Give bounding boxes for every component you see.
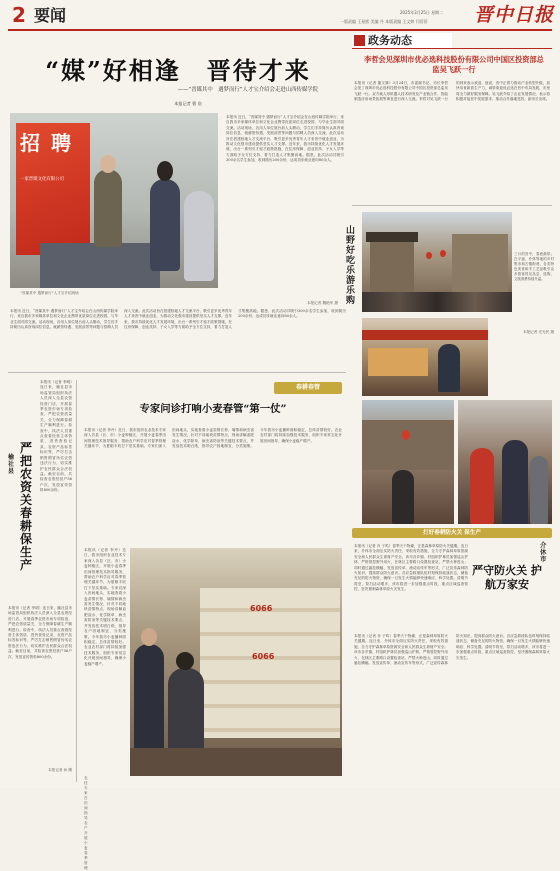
page-number: 2 <box>12 3 26 27</box>
wheat-body: 本报讯（记者 李丹）近日，我市组织农业技术专家深入各县（区、市）小麦种植区，开展小麦春季田间管理技术指导服务，帮助农户科学应对春季管理关键环节，为夏粮丰收打下坚实基础。专家们深入田间地头，实地查看小麦苗情长势、墒情和病虫害发生情况，针对不同地块苗情特点，现场讲解追肥浇水、化学除草、病虫害防治等关键技术要点，并发放技术明白纸，指导农户因地制宜、分类施策。今年我市小麦播种面积稳定，总体苗情较好。农业农村部门将持续加强技术服务，组织专家常态化开展田间指导，确保小麦稳产增产。 <box>84 428 342 449</box>
visitor-2 <box>502 440 528 524</box>
fire-title: 严守防火关 护航万家安 <box>472 564 542 591</box>
farmer-1-head <box>141 628 157 646</box>
banner-subtitle: 一家晋媒文化有限公司 <box>20 177 64 182</box>
politics-body: 本报讯（记者 董文姝）3月24日，市委副书记、市长李哲会见了深圳市优必选科技股份有限公司中国区投资部总监吴飞跃一行。双方就人形机器人技术研发及产业链合作、智能制造应用场景拓展等事宜进行深入交流。李哲对吴飞跃一行的到来表示欢迎，他说，晋中正着力推动产业转型升级，加快培育新质生产力，诚挚欢迎优必选在晋中布局发展，市里将全力做好服务保障。吴飞跃介绍了企业发展情况，表示将积极对接晋中发展需求，推动合作落地见效。副市长出席。 <box>354 81 550 102</box>
feature-photo-market <box>362 318 488 396</box>
person-recruiter <box>94 169 122 247</box>
street-person <box>392 470 414 524</box>
feature-title: 山野好吃 乐游乐购 <box>346 226 356 306</box>
left-body: 本报讯（记者 李明）连日来，榆社县市场监管局组织执法人员深入全县农资经营门店，开展春季农资市场专项检查，严把农资质量关，全力保障春耕生产顺利进行。检查中，执法人员重点查看经营主体资质、进货查验记录、农资产品标签标识等，严厉打击销售假冒伪劣农资违法行为，切实维护农民群众合法权益。截至目前，共检查农资经营户56户次，发放宣传资料800余份。 <box>40 380 72 493</box>
person-student <box>150 179 180 271</box>
person-student-head <box>157 161 173 181</box>
street-building <box>362 420 454 470</box>
lead-body-lower: 本报讯 近日，“晋媒其中 遇梦而行”人才宝介绍会在山西传媒学院举行，来自我市多家媒体单位和文化企业携带优质岗位走进校园，与毕业生面对面交流。活动现场，各用人单位展台前人头攒动，学生们手持简历认真咨询岗位信息，就薪资待遇、发展前景等问题与招聘人员深入交流。此次活动旨在搭建校地人才交流平台，吸引更多优秀青年人才来晋中就业创业，为推动文化强市建设提供坚实人才支撑。近年来，我市持续优化人才发展环境，出台一系列引才留才政策措施，在住房保障、创业扶持、子女入学等方面给予全方位支持，着力打造人才集聚高地。据悉，此次活动共吸引300余名学生参加，收到简历200余份，达成初步就业意向80余人。 <box>10 309 346 330</box>
fire-body-lower: 本报讯（记者 乔 子鸣）春季天干物燥，正是森林草原防火关键期。连日来，介休市全面压实防火责任，采取有效措施，全力守护森林草原资源安全和人民群众生命财产安全。该市各乡镇、村组织护林员加强巡山护林，严格管控野外用火，在林区主要路口设置检查站，严禁火种进山；同时通过悬挂横幅、发放宣传单、流动宣传车等形式，广泛宣传森林防火知识，提高群众防火意识。各应急救援队伍时刻保持临战状态，储备充足的防火物资，确保一旦发生火情能够快速响应、科学处置。清明节将至，祭扫活动增多，该市将进一步加强重点时段、重点区域巡查管控，坚决遏制森林草原火灾发生。 <box>354 634 550 666</box>
seed-bag-label-1: 6066 <box>250 604 273 613</box>
stall-awning <box>362 330 488 340</box>
feature-desc: 三月的晋中，春意渐浓。在平遥、介休等地的乡村集市和古镇街巷，各类特色美食和手工艺品吸引众多游客驻足品尝、选购，文旅消费持续升温。 <box>514 252 554 281</box>
left-column-story <box>8 380 72 780</box>
divider-lead <box>8 372 346 373</box>
vendor <box>438 344 460 392</box>
politics-label: 政务动态 <box>368 34 412 47</box>
feature-photo-visitors <box>458 400 552 524</box>
fire-label: 打好春耕防火关 保生产 <box>423 530 481 536</box>
date-line: 2025年3月25日 星期二 <box>400 10 444 15</box>
masthead <box>0 0 560 30</box>
fire-body: 本报讯（记者 乔 子鸣）春季天干物燥，正是森林草原防火关键期。连日来，介休市全面压实防火责任，采取有效措施，全力守护森林草原资源安全和人民群众生命财产安全。该市各乡镇、村组织护林员加强巡山护林，严格管控野外用火，在林区主要路口设置检查站，严禁火种进山；同时通过悬挂横幅、发放宣传单、流动宣传车等形式，广泛宣传森林防火知识，提高群众防火意识。各应急救援队伍时刻保持临战状态，储备充足的防火物资，确保一旦发生火情能够快速响应、科学处置。清明节将至，祭扫活动增多，该市将进一步加强重点时段、重点区域巡查管控，坚决遏制森林草原火灾发生。 <box>354 544 468 592</box>
lead-photo-credit: 本报记者 魏艳华 摄 <box>306 301 338 305</box>
person-recruiter-head <box>100 155 116 173</box>
crowd <box>362 292 512 312</box>
left-body-lower: 本报讯（记者 李明）连日来，榆社县市场监管局组织执法人员深入全县农资经营门店，开展春季农资市场专项检查，严把农资质量关，全力保障春耕生产顺利进行。检查中，执法人员重点查看经营主体资质、进货查验记录、农资产品标签标识等，严厉打击销售假冒伪劣农资违法行为，切实维护农民群众合法权益。截至目前，共检查农资经营户56户次，发放宣传资料800余份。 <box>8 606 72 659</box>
feature-credit: 本报记者 史光民 摄 <box>522 330 554 334</box>
floor <box>130 748 342 776</box>
lead-subtitle: ——“晋媒其中 遇梦而行”人才宝介绍会走进山西传媒学院 <box>177 87 318 93</box>
person-student-2 <box>184 191 214 281</box>
booth-table <box>40 243 160 288</box>
visitor-1 <box>470 448 494 524</box>
building-left <box>370 240 414 300</box>
banner-title: 招 聘 <box>20 131 73 155</box>
wheat-headline: 专家问诊打响小麦春管“第一仗” <box>139 403 287 415</box>
fire-county: 介休市 <box>540 541 547 563</box>
street-lantern <box>402 430 410 440</box>
expert-head <box>176 652 194 670</box>
left-title: 严把农资关 春耕保生产 <box>20 441 33 572</box>
left-byline: 本报记者 孙 腾 <box>48 768 72 772</box>
lantern-2 <box>440 250 446 257</box>
divider-politics <box>352 205 552 206</box>
lead-photo-caption: “晋媒其中 遇梦而行”人才宝介绍现场 <box>20 291 79 295</box>
section-name: 要闻 <box>34 6 67 25</box>
lantern-1 <box>426 252 432 259</box>
politics-icon <box>354 35 365 46</box>
feature-photo-street <box>362 400 454 524</box>
seed-bag-label-2: 6066 <box>252 652 275 661</box>
farmer-1 <box>134 644 164 754</box>
wheat-story: 专家问诊打响小麦春管“第一仗” 本报讯（记者 李丹）近日，我市组织农业技术专家深入各县（区、市）小麦种植区，开展小麦春季田间管理技术指导服务，帮助农户科学应对春季管理关键环节，为夏粮丰收打下坚实基础。专家们深入田间地头，实地查看小麦苗情长势、墒情和病虫害发生情况，针对不同地块苗情特点，现场讲解追肥浇水、化学除草、病虫害防治等关键技术要点，并发放技术明白纸，指导农户因地制宜、分类施策。今年我市小麦播种面积稳定，总体苗情较好。农业农村部门将持续加强技术服务，组织专家常态化开展田间指导，确保小麦稳产增产。 春耕春管 6066 6066 农技专家在田间指导农户开展小麦春季管理 本报讯（记者 李丹）近日，我市组织农业技术专家深入各县（区、市）小麦种植区，开展小麦春季田间管理技术指导服务，帮助农户科学应对春季管理关键环节，为夏粮丰收打下坚实基础。专家们深入田间地头，实地查看小麦苗情长势、墒情和病虫害发生情况，针对不同地块苗情特点，现场讲解追肥浇水、化学除草、病虫害防治等关键技术要点，并发放技术明白纸，指导农户因地制宜、分类施策。今年我市小麦播种面积稳定，总体苗情较好。农业农村部门将持续加强技术服务，组织专家常态化开展田间指导，确保小麦稳产增产。 <box>84 384 342 870</box>
fire-story <box>352 542 552 782</box>
lead-title: “媒”好相逢 晋待才来 <box>45 56 311 85</box>
wheat-photo <box>130 548 342 776</box>
editor-line: 一版责编 王星熙 美编 丹 本版责编 王文婷 闫蓓蓓 <box>340 19 428 24</box>
masthead-rule <box>8 29 552 31</box>
lead-body-right: 本报讯 近日，“晋媒其中 遇梦而行”人才宝介绍会在山西传媒学院举行，来自我市多家媒体单位和文化企业携带优质岗位走进校园，与毕业生面对面交流。活动现场，各用人单位展台前人头攒动，学生们手持简历认真咨询岗位信息，就薪资待遇、发展前景等问题与招聘人员深入交流。此次活动旨在搭建校地人才交流平台，吸引更多优秀青年人才来晋中就业创业，为推动文化强市建设提供坚实人才支撑。近年来，我市持续优化人才发展环境，出台一系列引才留才政策措施，在住房保障、创业扶持、子女入学等方面给予全方位支持，着力打造人才集聚高地。据悉，此次活动共吸引300余名学生参加，收到简历200余份，达成初步就业意向80余人。 <box>226 115 344 163</box>
politics-column <box>352 33 552 203</box>
wheat-body-left: 本报讯（记者 李丹）近日，我市组织农业技术专家深入各县（区、市）小麦种植区，开展小麦春季田间管理技术指导服务，帮助农户科学应对春季管理关键环节，为夏粮丰收打下坚实基础。专家们深入田间地头，实地查看小麦苗情长势、墒情和病虫害发生情况，针对不同地块苗情特点，现场讲解追肥浇水、化学除草、病虫害防治等关键技术要点，并发放技术明白纸，指导农户因地制宜、分类施策。今年我市小麦播种面积稳定，总体苗情较好。农业农村部门将持续加强技术服务，组织专家常态化开展田间指导，确保小麦稳产增产。 <box>84 548 126 666</box>
politics-rule <box>352 48 552 49</box>
lead-byline: 本报记者 曹 宸 <box>174 101 202 106</box>
politics-headline: 李哲会见深圳市优必选科技股份有限公司中国区投资部总监吴飞跃一行 <box>364 55 544 74</box>
building-roof <box>366 232 418 242</box>
lead-story <box>8 33 344 368</box>
left-divider-v <box>76 380 77 782</box>
visitor-3 <box>530 456 548 524</box>
left-county: 榆社县 <box>8 454 15 475</box>
lead-photo <box>10 113 218 288</box>
spring-badge-label: 春耕春管 <box>295 384 320 391</box>
feature-photo-town <box>362 212 512 312</box>
paper-logo: 晋中日报 <box>474 4 555 26</box>
stall-goods <box>368 348 428 376</box>
